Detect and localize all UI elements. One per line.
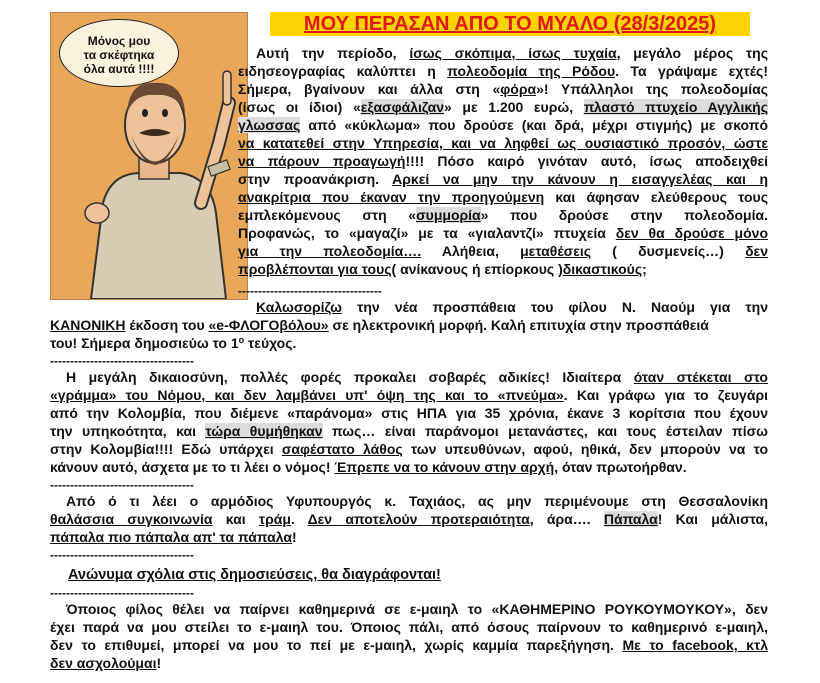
- text-span: Αρκεί να μην την κάνουν η εισαγγελέας και η: [392, 171, 769, 187]
- text-line: [238, 152, 768, 170]
- text-span: από την Κολομβία, που διέμενε «παράνομα» στις ΗΠΑ για 35 χρόνια, έκανε 3 κορίτσια που έχουν: [50, 405, 768, 421]
- text-span: όταν στέκεται στο: [633, 369, 768, 385]
- text-span: σε ηλεκτρονική μορφή. Καλή επιτυχία στην προσπάθειά: [328, 317, 709, 333]
- text-span: ειδησεογραφίας καλύπτει η: [238, 63, 448, 79]
- text-span: στην Κολομβία!!!! Εδώ υπάρχει: [50, 441, 282, 457]
- paragraph-justice: [50, 368, 768, 476]
- text-span: συμμορία: [416, 207, 481, 223]
- text-span: Πάπαλα: [603, 511, 658, 527]
- paragraph-flogovolo: [50, 298, 768, 352]
- text-line: [238, 188, 768, 206]
- text-span: και: [212, 511, 259, 527]
- text-span: Αυτή την περίοδο,: [256, 45, 410, 61]
- text-span: δεν ασχολούμαι: [50, 655, 157, 671]
- text-line: [50, 386, 768, 404]
- text-span: θαλάσσια συγκοινωνία: [50, 511, 213, 527]
- text-span: από «κύκλωμα» που δρούσε (και δρά, μέχρι στιγμής) με σκοπό: [300, 117, 768, 133]
- text-line: [238, 62, 768, 80]
- text-line: [50, 316, 768, 334]
- text-span: «e-ΦΛΟΓΟβόλου»: [208, 317, 329, 333]
- text-span: τεύχος.: [244, 335, 297, 351]
- separator-line: ------------------------------------: [50, 548, 194, 562]
- text-span: ;: [642, 261, 647, 277]
- text-span: προβλέπονται για τους: [238, 261, 392, 277]
- text-line: [50, 458, 768, 476]
- speech-bubble-text: [70, 34, 168, 76]
- text-span: Αλήθεια,: [421, 243, 521, 259]
- text-span: έκδοση του: [125, 317, 209, 333]
- text-line: [238, 98, 768, 116]
- separator-line: ------------------------------------: [50, 354, 194, 368]
- page-title: ΜΟΥ ΠΕΡΑΣΑΝ ΑΠΟ ΤΟ ΜΥΑΛΟ (28/3/2025): [270, 12, 750, 36]
- text-span: , άρα….: [529, 511, 604, 527]
- text-span: , μεγάλο μέρος της: [616, 45, 768, 61]
- text-span: πως… είναι παράνομοι μετανάστες, και τους έστειλαν πίσω: [322, 423, 768, 439]
- text-span: . Και γράφω για το ζευγάρι: [563, 387, 768, 403]
- text-line: [238, 170, 768, 188]
- text-line: [50, 618, 768, 636]
- text-span: δεν θα δρούσε μόνο: [615, 225, 769, 241]
- text-span: δεν το επιθυμεί, μπορεί να μου το πεί με ε-μαιηλ, χωρίς καμμία παρεξήγηση.: [50, 637, 623, 653]
- text-span: και άφησαν ελεύθερους τους: [544, 189, 768, 205]
- separator-line: ------------------------------------: [238, 284, 382, 298]
- text-span: πλαστό πτυχείο Αγγλικής: [583, 99, 768, 115]
- text-span: των υπευθύνων, αφού, ηθικά, δεν μπορούν να το: [402, 441, 769, 457]
- speech-line: τα σκέφτηκα: [83, 48, 155, 62]
- text-span: πάπαλα πιο πάπαλα απ' τα πάπαλα: [50, 529, 293, 545]
- text-span: ΚΑΝΟΝΙΚΗ: [50, 317, 126, 333]
- text-span: τώρα θυμήθηκαν: [205, 423, 323, 439]
- text-span: )δικαστικούς: [558, 261, 643, 277]
- text-span: στην προανάκριση.: [238, 171, 393, 187]
- text-line: [238, 116, 768, 134]
- separator-line: ------------------------------------: [50, 478, 194, 492]
- text-span: γλωσσας: [238, 117, 301, 133]
- text-span: » με 1.200 ευρώ,: [443, 99, 584, 115]
- text-span: εξασφάλιζαν: [360, 99, 444, 115]
- speech-line: όλα αυτά !!!!: [83, 62, 155, 76]
- text-span: την νέα προσπάθεια του φίλου Ν. Ναούμ για την: [342, 299, 768, 315]
- text-span: !: [292, 529, 297, 545]
- text-span: «γράμμα» του Νόμου, και δεν λαμβάνει υπ' όψη της και το «πνεύμα»: [50, 387, 564, 403]
- text-line: [50, 528, 768, 546]
- text-span: Όποιος φίλος θέλει να παίρνει καθημερινά σε ε-μαιηλ το «ΚΑΘΗΜΕΡΙΝΟ ΡΟΥΚΟΥΜΟΥΚΟΥ», δεν: [66, 601, 768, 617]
- text-span: του! Σήμερα δημοσιεύω το 1: [50, 335, 239, 351]
- text-line: [238, 44, 768, 62]
- text-span: για την πολεοδομία….: [238, 243, 422, 259]
- superscript: ο: [238, 335, 245, 345]
- text-span: Η μεγάλη δικαιοσύνη, πολλές φορές προκαλει σοβαρές αδικίες! Ιδιαίτερα: [66, 369, 634, 385]
- text-span: Δεν αποτελούν προτεραιότητα: [307, 511, 530, 527]
- text-span: δεν: [745, 243, 768, 259]
- text-span: .: [290, 511, 308, 527]
- text-span: τράμ: [258, 511, 291, 527]
- text-span: » που δρούσε στην πολεοδομία.: [480, 207, 769, 223]
- paragraph-email: [50, 600, 768, 672]
- text-span: να κατατεθεί στην Υπηρεσία, και να ληφθεί ως ουσιαστικό προσόν, ώστε: [238, 135, 768, 151]
- text-span: , όταν πρωτοήρθαν.: [554, 459, 687, 475]
- text-line: [50, 334, 768, 352]
- text-line: [238, 242, 768, 260]
- text-span: ! Και μάλιστα,: [657, 511, 769, 527]
- text-line: [238, 206, 768, 224]
- text-span: ( ανίκανους ή επίορκους: [391, 261, 559, 277]
- text-line: [238, 260, 768, 278]
- text-span: έχει παρά να μου στείλει το ε-μαιηλ του. Όποιος πάλι, από όσους παίρνουν το καθημερινό ε-μαιηλ,: [50, 619, 768, 635]
- text-span: σαφέστατο λάθος: [281, 441, 403, 457]
- text-span: να πάρουν προαγωγή: [238, 153, 406, 169]
- text-span: κάνουν αυτό, άσχετα με το τι λέει ο νόμος!: [50, 459, 335, 475]
- text-span: Καλωσορίζω: [256, 299, 343, 315]
- text-span: Προφανώς, το «μαγαζί» με τα «γιαλαντζί» πτυχεία: [238, 225, 616, 241]
- text-line: [50, 422, 768, 440]
- text-line: [50, 298, 768, 316]
- text-line: [50, 404, 768, 422]
- text-line: [50, 492, 768, 510]
- text-line: [50, 440, 768, 458]
- text-line: [50, 654, 768, 672]
- text-span: εμπλεκόμενους στη «: [238, 207, 417, 223]
- text-span: πολεοδομία της Ρόδου: [447, 63, 616, 79]
- text-line: [50, 600, 768, 618]
- text-span: !!!! Πόσο καιρό γινόταν αυτό, ίσως αποδειχθεί: [405, 153, 768, 169]
- cartoon-illustration: [50, 12, 248, 300]
- text-line: [238, 80, 768, 98]
- text-span: !: [156, 655, 162, 671]
- text-span: . Τα γράψαμε εχτές!: [615, 63, 769, 79]
- text-span: ίσως σκόπιμα, ίσως τυχαία: [409, 45, 617, 61]
- text-span: (ίσως οι ίδιοι) «: [238, 99, 361, 115]
- text-span: Με το facebook, κτλ: [622, 637, 768, 653]
- text-span: ( δυσμενείς…): [591, 243, 746, 259]
- text-line: [50, 368, 768, 386]
- text-span: την υπηκοότητα, και: [50, 423, 206, 439]
- speech-bubble: [59, 19, 179, 87]
- paragraph-thessaloniki: [50, 492, 768, 546]
- text-span: Από ό τι λέει ο αρμόδιος Υφυπουργός κ. Ταχιάος, ας μην περιμένουμε στη Θεσσαλονίκη: [66, 493, 768, 509]
- text-line: [50, 510, 768, 528]
- paragraph-polodomia: [238, 44, 768, 278]
- separator-line: ------------------------------------: [50, 586, 194, 600]
- text-line: [50, 636, 768, 654]
- text-span: Σήμερα, βγαίνουν και άλλα στη «: [238, 81, 501, 97]
- text-span: φόρα: [500, 81, 537, 97]
- text-span: ανακρίτρια που έκαναν την προηγούμενη: [238, 189, 545, 205]
- text-span: μεταθέσεις: [520, 243, 592, 259]
- speech-line: Μόνος μου: [87, 34, 151, 48]
- text-line: [238, 224, 768, 242]
- text-line: [238, 134, 768, 152]
- text-span: Έπρεπε να το κάνουν στην αρχή: [334, 459, 555, 475]
- text-span: »! Υπάλληλοι της πολεοδομίας: [536, 81, 768, 97]
- anonymous-comments-notice: Ανώνυμα σχόλια στις δημοσιεύσεις, θα διαγράφονται!: [68, 567, 441, 583]
